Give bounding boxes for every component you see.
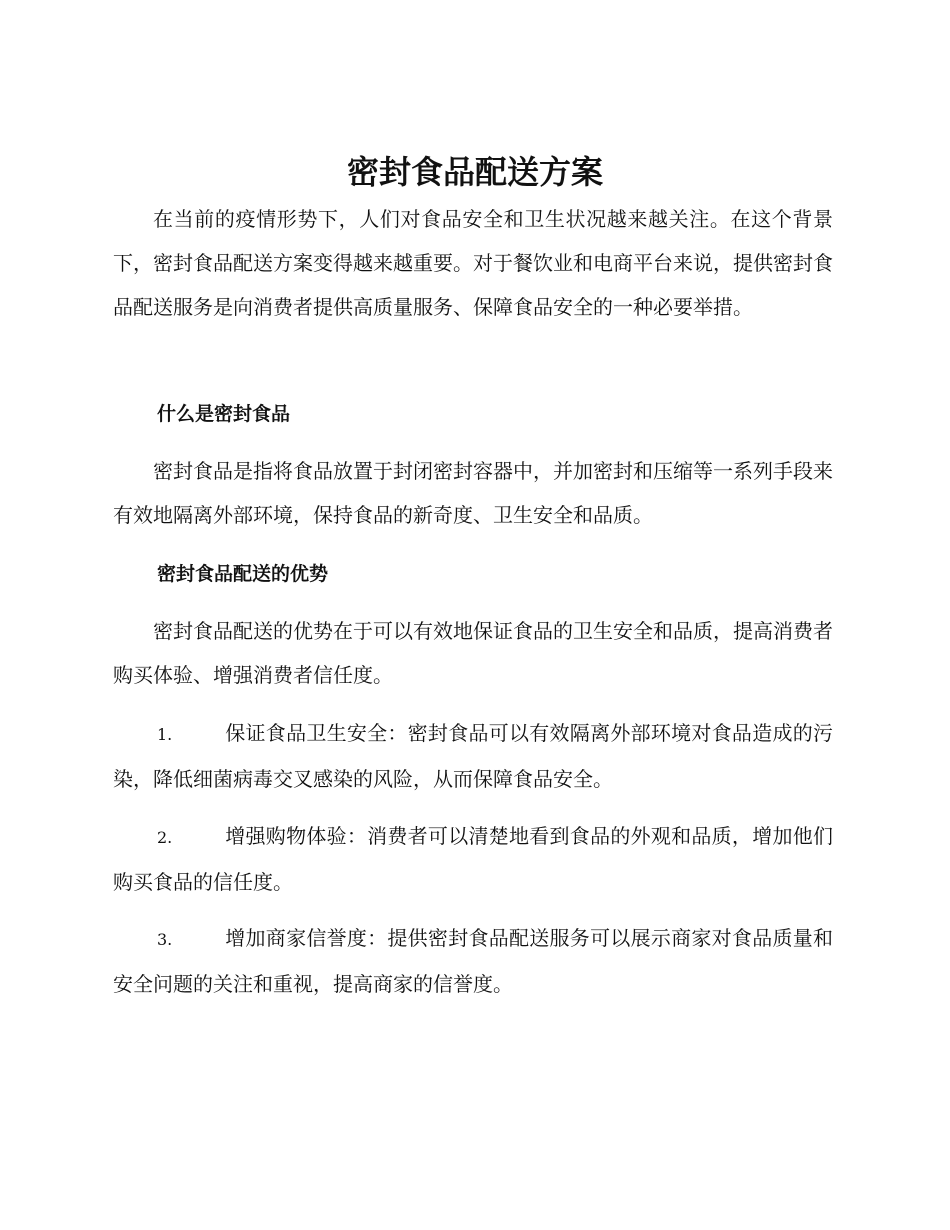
list-text: 增加商家信誉度：提供密封食品配送服务可以展示商家对食品质量和安全问题的关注和重视，提高商家的信誉度。 bbox=[113, 926, 833, 996]
list-item-1 bbox=[113, 711, 833, 801]
list-number: 1. bbox=[157, 725, 173, 744]
list-text: 增强购物体验：消费者可以清楚地看到食品的外观和品质，增加他们购买食品的信任度。 bbox=[113, 824, 833, 894]
list-item-3 bbox=[113, 916, 833, 1006]
section-body-what-is: 密封食品是指将食品放置于封闭密封容器中，并加密封和压缩等一系列手段来有效地隔离外部环境，保持食品的新奇度、卫生安全和品质。 bbox=[113, 459, 833, 527]
intro-paragraph: 在当前的疫情形势下，人们对食品安全和卫生状况越来越关注。在这个背景下，密封食品配送方案变得越来越重要。对于餐饮业和电商平台来说，提供密封食品配送服务是向消费者提供高质量服务、保障食品安全的一种必要举措。 bbox=[113, 207, 833, 319]
list-number: 2. bbox=[157, 828, 173, 847]
list-text: 保证食品卫生安全：密封食品可以有效隔离外部环境对食品造成的污染，降低细菌病毒交叉感染的风险，从而保障食品安全。 bbox=[113, 721, 833, 791]
list-item-2 bbox=[113, 814, 833, 904]
document-title: 密封食品配送方案 bbox=[346, 153, 603, 191]
section-body-advantages: 密封食品配送的优势在于可以有效地保证食品的卫生安全和品质，提高消费者购买体验、增强消费者信任度。 bbox=[113, 619, 833, 687]
section-heading-what-is: 什么是密封食品 bbox=[157, 403, 291, 425]
list-number: 3. bbox=[157, 930, 173, 949]
section-heading-advantages: 密封食品配送的优势 bbox=[157, 563, 329, 585]
